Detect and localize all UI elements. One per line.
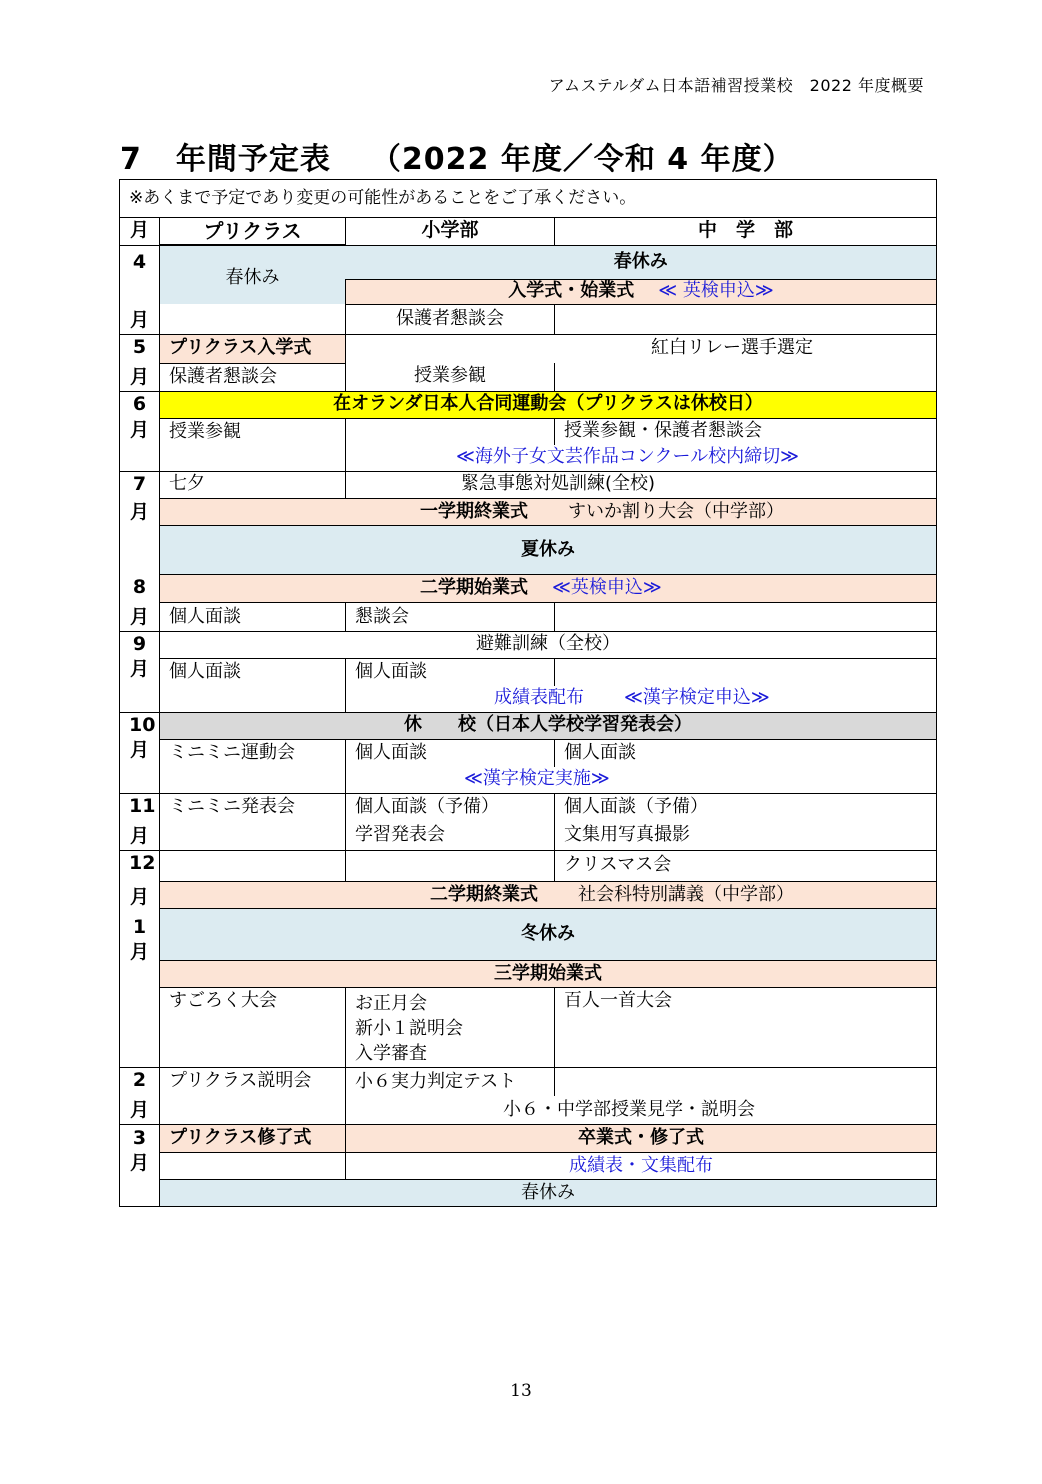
mar-report: 成績表・文集配布 (346, 1153, 937, 1180)
dec-social: 社会科特別講義（中学部） (578, 883, 794, 905)
dec-term-end-cell (160, 881, 937, 908)
aug-mid-empty (555, 603, 937, 631)
month-summer-gap (120, 526, 160, 575)
month-suffix: 月 (129, 885, 149, 908)
month-aug (120, 575, 160, 632)
apr-pre-spring-break: 春休み (160, 245, 346, 304)
jan-elem-cell (346, 988, 555, 1068)
document-header: アムステルダム日本語補習授業校 2022 年度概要 (548, 76, 924, 95)
feb-visit: 小６・中学部授業見学・説明会 (346, 1096, 937, 1125)
jun-row-2 (120, 418, 937, 445)
nov-elem-show: 学習発表会 (346, 822, 555, 851)
aug-pre-interview: 個人面談 (160, 603, 346, 631)
dec-xmas: クリスマス会 (555, 850, 937, 881)
jul-row-2 (120, 498, 937, 525)
month-suffix: 月 (129, 605, 149, 628)
nov-mid-photo: 文集用写真撮影 (555, 822, 937, 851)
month-suffix: 月 (129, 418, 149, 441)
sep-evacuation: 避難訓練（全校） (160, 631, 937, 658)
jun-sports-day: 在オランダ日本人合同運動会（プリクラスは休校日） (160, 391, 937, 418)
month-number: 2 (132, 1069, 147, 1091)
jul-tanabata: 七夕 (160, 471, 346, 498)
month-number: 9 (132, 632, 147, 655)
jan-elem-screening: 入学審査 (355, 1043, 427, 1065)
month-suffix: 月 (129, 308, 149, 331)
mar-row-1 (120, 1125, 937, 1153)
mar-pre-finish: プリクラス修了式 (160, 1125, 346, 1153)
month-suffix: 月 (129, 500, 149, 523)
note-text: ※あくまで予定であり変更の可能性があることをご了承ください。 (120, 180, 937, 218)
month-suffix: 月 (129, 941, 149, 964)
may-pre-entrance: プリクラス入学式 (160, 334, 346, 363)
may-mid-empty (555, 363, 937, 391)
month-number: 1 (132, 915, 147, 938)
month-number: 10 (129, 713, 156, 736)
month-number: 3 (132, 1126, 147, 1149)
apr-spring-break: 春休み (346, 245, 937, 279)
may-pre-meeting: 保護者懇談会 (160, 363, 346, 391)
apr-eiken: ≪ 英検申込≫ (658, 280, 774, 302)
month-dec (120, 850, 160, 909)
sep-elem-interview: 個人面談 (346, 658, 555, 686)
jul-row-1 (120, 471, 937, 498)
col-mid: 中 学 部 (555, 218, 937, 246)
month-mar (120, 1125, 160, 1207)
mar-pre-empty (160, 1153, 346, 1180)
aug-elem-meeting: 懇談会 (346, 603, 555, 631)
title-sub: （2022 年度／令和 4 年度） (370, 142, 794, 177)
month-number: 12 (129, 851, 156, 874)
may-relay: 紅白リレー選手選定 (346, 334, 937, 363)
jun-pre-visit: 授業参観 (160, 418, 346, 471)
note-row (120, 180, 937, 218)
jan-mid-game: 百人一首大会 (555, 988, 937, 1068)
jun-contest: ≪海外子女文芸作品コンクール校内締切≫ (346, 445, 937, 472)
month-suffix: 月 (129, 658, 149, 681)
mar-row-3 (120, 1180, 937, 1207)
month-feb (120, 1068, 160, 1125)
col-month: 月 (120, 218, 160, 246)
section-number: 7 (120, 142, 142, 177)
apr-ceremony-cell (346, 279, 937, 304)
annual-schedule-table (119, 179, 937, 1207)
jun-mid-visit: 授業参観・保護者懇談会 (555, 418, 937, 445)
jan-pre-game: すごろく大会 (160, 988, 346, 1068)
summer-break: 夏休み (160, 526, 937, 575)
sep-report-cell (346, 686, 937, 713)
may-row-1 (120, 334, 937, 363)
winter-row (120, 909, 937, 961)
oct-row-1 (120, 712, 937, 739)
sep-mid-empty (555, 658, 937, 686)
apr-mid-empty (555, 304, 937, 334)
may-elem-visit: 授業参観 (346, 363, 555, 391)
jul-term-end: 一学期終業式 (420, 500, 528, 522)
aug-row-1 (120, 575, 937, 603)
month-nov (120, 793, 160, 850)
jun-elem-empty (346, 418, 555, 445)
month-suffix: 月 (129, 1099, 149, 1122)
month-apr (120, 245, 160, 334)
page-title (120, 134, 794, 178)
month-suffix: 月 (129, 1152, 149, 1175)
dec-elem-empty (346, 850, 555, 881)
col-elem: 小学部 (346, 218, 555, 246)
month-oct (120, 712, 160, 793)
month-number: 5 (132, 335, 147, 358)
aug-term-start-cell (160, 575, 937, 603)
oct-pre-sports: ミニミニ運動会 (160, 739, 346, 793)
header-row (120, 218, 937, 246)
month-number: 6 (132, 393, 147, 415)
apr-ceremony: 入学式・始業式 (508, 280, 635, 302)
jan-row-2 (120, 988, 937, 1068)
jan-elem-briefing: 新小１説明会 (355, 1018, 463, 1040)
title-main: 年間予定表 (175, 142, 331, 177)
month-number: 11 (129, 794, 156, 817)
aug-term-start: 二学期始業式 (420, 577, 528, 599)
month-number: 8 (132, 575, 147, 598)
month-may (120, 334, 160, 391)
apr-row-1 (120, 245, 937, 279)
col-pre: プリクラス (160, 218, 346, 246)
sep-report: 成績表配布 (494, 687, 584, 709)
feb-pre-info: プリクラス説明会 (160, 1068, 346, 1125)
mar-row-2 (120, 1153, 937, 1180)
month-jun (120, 391, 160, 471)
nov-mid-interview: 個人面談（予備） (555, 793, 937, 822)
month-suffix: 月 (129, 824, 149, 847)
oct-kanji: ≪漢字検定実施≫ (346, 767, 937, 794)
apr-row-3 (120, 304, 937, 334)
oct-row-2 (120, 739, 937, 767)
month-jul (120, 471, 160, 526)
winter-break: 冬休み (160, 909, 937, 961)
sep-row-1 (120, 631, 937, 658)
jan-elem-newyear: お正月会 (355, 993, 427, 1014)
nov-pre-show: ミニミニ発表会 (160, 793, 346, 850)
feb-row-1 (120, 1068, 937, 1097)
month-suffix: 月 (129, 365, 149, 388)
dec-row-2 (120, 881, 937, 908)
sep-kanji: ≪漢字検定申込≫ (624, 687, 770, 709)
oct-closed: 休 校（日本人学校学習発表会） (160, 712, 937, 739)
month-suffix: 月 (129, 739, 149, 762)
apr-elem-meeting: 保護者懇談会 (346, 304, 555, 334)
oct-mid-interview: 個人面談 (555, 739, 937, 767)
jul-drill: 緊急事態対処訓練(全校) (346, 471, 937, 498)
feb-mid-empty (555, 1068, 937, 1097)
sep-pre-interview: 個人面談 (160, 658, 346, 712)
month-number: 4 (132, 250, 147, 273)
month-jan (120, 915, 160, 1068)
jun-row-1 (120, 391, 937, 418)
page-number: 13 (510, 1381, 532, 1401)
nov-row-1 (120, 793, 937, 822)
jul-term-end-cell (160, 498, 937, 525)
aug-eiken: ≪英検申込≫ (552, 577, 662, 599)
feb-test: 小６実力判定テスト (346, 1068, 555, 1097)
apr-pre-empty (160, 304, 346, 334)
jan-row-1 (120, 961, 937, 988)
oct-elem-interview: 個人面談 (346, 739, 555, 767)
mar-spring-break: 春休み (160, 1180, 937, 1207)
may-row-2 (120, 363, 937, 391)
dec-pre-empty (160, 850, 346, 881)
aug-row-2 (120, 603, 937, 631)
nov-elem-interview: 個人面談（予備） (346, 793, 555, 822)
month-number: 7 (132, 472, 147, 495)
mar-graduation: 卒業式・修了式 (346, 1125, 937, 1153)
month-sep (120, 631, 160, 712)
dec-row-1 (120, 850, 937, 881)
sep-row-2 (120, 658, 937, 686)
dec-term-end: 二学期終業式 (430, 883, 538, 905)
jan-term-start: 三学期始業式 (160, 961, 937, 988)
jul-watermelon: すいか割り大会（中学部） (568, 500, 784, 522)
summer-row (120, 526, 937, 575)
